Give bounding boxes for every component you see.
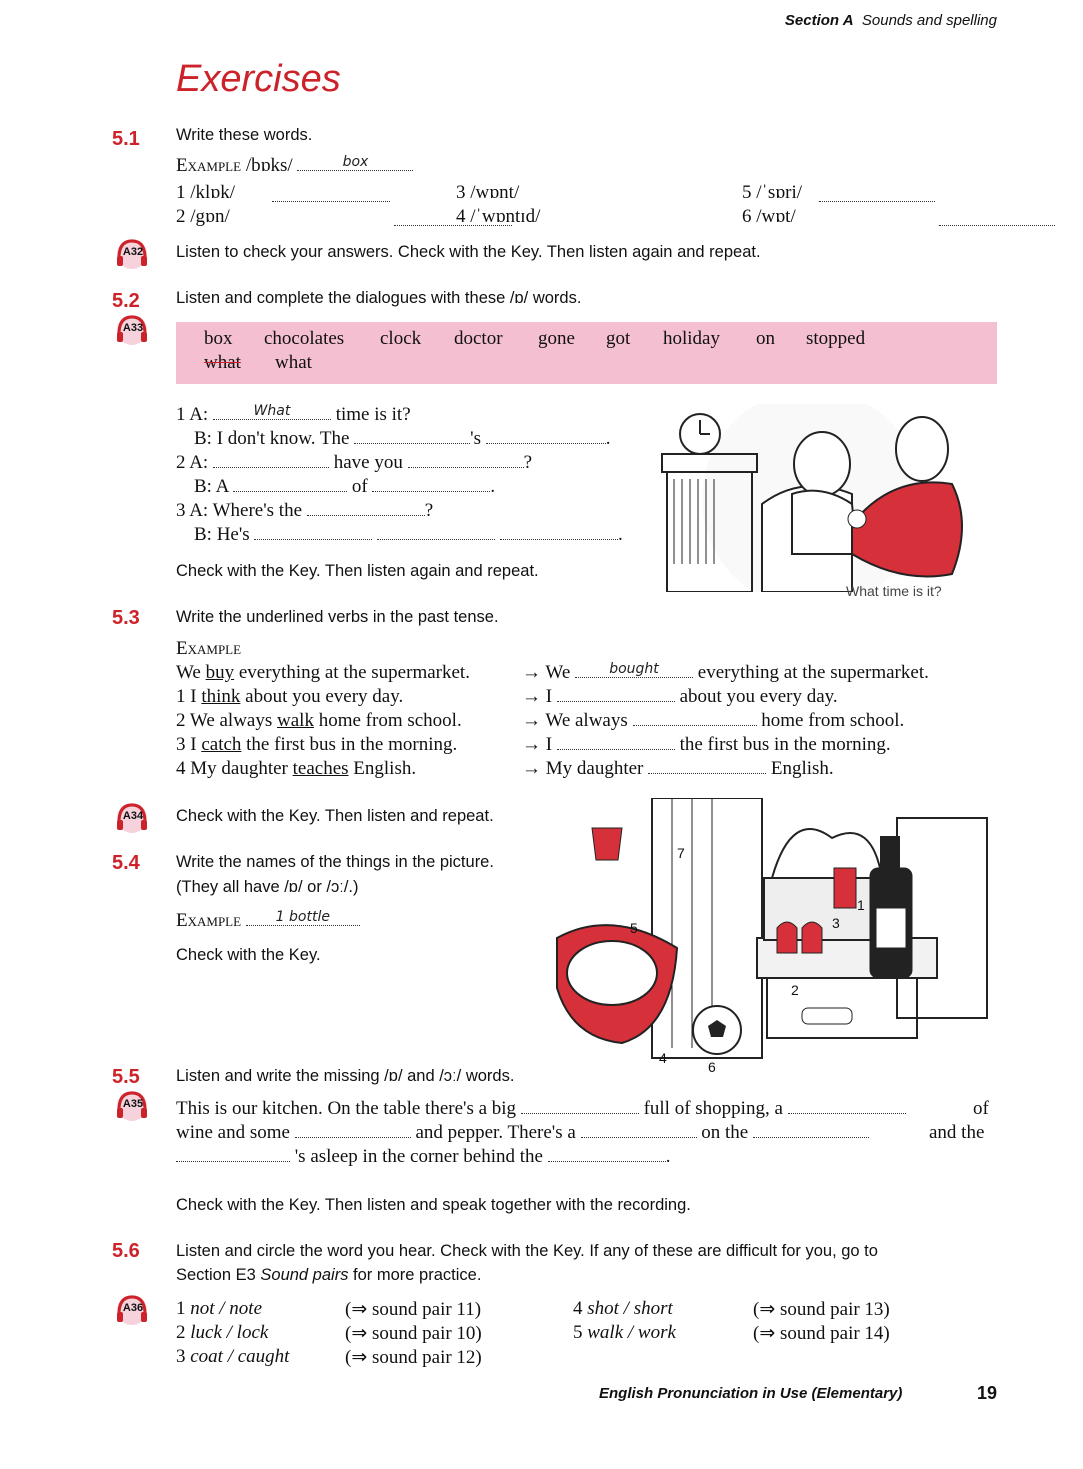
example-5-1 <box>176 155 413 177</box>
instruction-5-3: Write the underlined verbs in the past tense. <box>176 608 499 626</box>
underlined-verb: walk <box>277 710 314 731</box>
illustration-caption: What time is it? <box>846 583 942 599</box>
example-answer-blank <box>297 155 413 171</box>
sentence-text: everything at the supermarket. <box>234 662 470 683</box>
rewrite-2 <box>522 710 904 732</box>
sentence-4 <box>176 758 416 780</box>
sentence-text: about you every day. <box>240 686 404 707</box>
dialogue-blank[interactable] <box>213 404 331 420</box>
dialogue-blank[interactable] <box>307 500 425 516</box>
rewrite-text: about you every day. <box>679 686 838 707</box>
dialogue-line-text: B: I don't know. The <box>194 428 350 449</box>
rewrite-text: → We always <box>522 710 628 731</box>
illustration-kitchen <box>552 798 990 1070</box>
sentence-text: English. <box>348 758 417 779</box>
rewrite-blank[interactable] <box>557 686 675 702</box>
sentence-text: 1 I <box>176 686 202 707</box>
passage-text: . <box>665 1146 671 1167</box>
instruction-text: Section E3 <box>176 1266 261 1284</box>
rewrite-blank[interactable] <box>648 758 766 774</box>
passage-blank[interactable] <box>295 1122 411 1138</box>
word-item-3-label: 3 /wɒnt/ <box>456 182 520 203</box>
sound-pair-item-1 <box>176 1298 262 1320</box>
check-5-1: Listen to check your answers. Check with the Key. Then listen again and repeat. <box>176 243 761 261</box>
running-header <box>785 12 997 29</box>
word-box-item: got <box>606 328 631 349</box>
word-box-item-used: what <box>204 352 241 373</box>
answer-blank-3[interactable] <box>819 186 935 202</box>
passage-blank[interactable] <box>788 1098 906 1114</box>
example-label: Example <box>176 910 242 931</box>
word-item-5 <box>742 182 802 204</box>
picture-label-7: 7 <box>677 845 685 861</box>
page-title: Exercises <box>176 58 341 100</box>
dialogue-answer: What <box>253 403 291 419</box>
dialogue-line-text: 3 A: Where's the <box>176 500 303 521</box>
passage-line-1 <box>176 1098 906 1120</box>
check-5-3: Check with the Key. Then listen and repeat. <box>176 807 494 825</box>
sound-pair-ref-5: (⇒ sound pair 14) <box>753 1323 890 1344</box>
sentence-text: 2 We always <box>176 710 278 731</box>
passage-text: This is our kitchen. On the table there's a big <box>176 1098 517 1119</box>
dialogue-line-label: 2 A: <box>176 452 209 473</box>
word-pair[interactable]: shot / short <box>587 1298 673 1319</box>
dialogue-1-a <box>176 404 411 426</box>
word-box-item: clock <box>380 328 422 349</box>
example-5-4 <box>176 910 360 932</box>
audio-track-a35: A35 <box>122 1098 144 1110</box>
word-box-item: what <box>275 352 312 373</box>
dialogue-blank[interactable] <box>500 524 618 540</box>
rewrite-text: → My daughter <box>522 758 644 779</box>
dialogue-line-text: time is it? <box>335 404 411 425</box>
dialogue-2-b: B: A of . <box>194 476 496 497</box>
sound-pair-ref-2: (⇒ sound pair 10) <box>345 1323 482 1344</box>
underlined-verb: teaches <box>292 758 349 779</box>
dialogue-line-text: B: He's <box>194 524 250 545</box>
picture-label-3: 3 <box>832 915 840 931</box>
dialogue-line-label: 1 A: <box>176 404 209 425</box>
word-pair[interactable]: coat / caught <box>190 1346 290 1367</box>
instruction-title: Sound pairs <box>260 1266 349 1284</box>
rewrite-example <box>522 662 929 684</box>
passage-line-1-end: of <box>973 1098 989 1119</box>
rewrite-text: home from school. <box>761 710 905 731</box>
word-box-item: stopped <box>806 328 866 349</box>
rewrite-blank[interactable] <box>557 734 675 750</box>
instruction-text: for more practice. <box>348 1266 482 1284</box>
underlined-verb: think <box>201 686 241 707</box>
footer-book-title: English Pronunciation in Use (Elementary) <box>599 1385 903 1402</box>
passage-blank[interactable] <box>548 1146 666 1162</box>
sound-pair-item-4 <box>573 1298 673 1320</box>
word-item-1 <box>176 182 235 204</box>
rewrite-3 <box>522 734 891 756</box>
dialogue-line-text: of <box>351 476 368 497</box>
dialogue-line-text: have you <box>333 452 403 473</box>
dialogue-line-text: 's <box>470 428 481 449</box>
dialogue-line-text: B: A <box>194 476 229 497</box>
word-item-5-label: 5 /ˈsɒri/ <box>742 182 803 203</box>
item-number: 3 <box>176 1346 186 1367</box>
rewrite-text: → I <box>522 734 553 755</box>
word-item-6-label: 6 /wɒt/ <box>742 206 796 227</box>
dialogue-blank[interactable] <box>213 452 329 468</box>
sentence-example <box>176 662 470 684</box>
rewrite-text: the first bus in the morning. <box>679 734 891 755</box>
exercise-number-5-6: 5.6 <box>112 1240 140 1262</box>
page-number: 19 <box>977 1383 998 1403</box>
word-box-item: chocolates <box>264 328 345 349</box>
sentence-1 <box>176 686 403 708</box>
word-box-item: doctor <box>454 328 503 349</box>
exercise-number-5-4: 5.4 <box>112 852 140 874</box>
passage-blank[interactable] <box>176 1146 290 1162</box>
picture-label-5: 5 <box>630 920 638 936</box>
word-pair[interactable]: luck / lock <box>190 1322 269 1343</box>
sentence-text: 4 My daughter <box>176 758 293 779</box>
underlined-verb: buy <box>205 662 235 683</box>
exercise-number-5-3: 5.3 <box>112 607 140 629</box>
item-number: 4 <box>573 1298 583 1319</box>
example-answer: box <box>342 154 369 170</box>
instruction-5-4: Write the names of the things in the picture. <box>176 853 494 871</box>
word-item-3 <box>456 182 519 204</box>
answer-blank-4[interactable] <box>939 210 1055 226</box>
dialogue-blank[interactable] <box>408 452 524 468</box>
illustration-clock-scene <box>652 404 982 592</box>
section-label: Section A <box>784 12 854 29</box>
word-item-1-label: 1 /klɒk/ <box>176 182 236 203</box>
sound-pair-item-2 <box>176 1322 268 1344</box>
word-box-item: on <box>756 328 775 349</box>
audio-track-a36: A36 <box>122 1302 144 1314</box>
dialogue-blank[interactable] <box>354 428 470 444</box>
rewrite-text: English. <box>770 758 834 779</box>
check-5-2: Check with the Key. Then listen again and repeat. <box>176 562 539 580</box>
dialogue-3-b: B: He's . <box>194 524 623 545</box>
sound-pair-item-5 <box>573 1322 676 1344</box>
instruction-5-5: Listen and write the missing /ɒ/ and /ɔː/ words. <box>176 1067 515 1085</box>
check-5-5: Check with the Key. Then listen and speak together with the recording. <box>176 1196 691 1214</box>
passage-text: on the <box>701 1122 749 1143</box>
example-answer-blank <box>246 910 360 926</box>
word-box <box>176 322 997 384</box>
sound-pair-ref-3: (⇒ sound pair 12) <box>345 1347 482 1368</box>
dialogue-2-a <box>176 452 532 474</box>
dialogue-blank[interactable] <box>486 428 606 444</box>
passage-blank[interactable] <box>753 1122 869 1138</box>
audio-track-a33: A33 <box>122 322 144 334</box>
dialogue-line-text: ? <box>523 452 533 473</box>
passage-text: wine and some <box>176 1122 290 1143</box>
exercise-number-5-1: 5.1 <box>112 128 140 150</box>
passage-blank[interactable] <box>521 1098 639 1114</box>
word-item-6 <box>742 206 796 228</box>
word-box-item: box <box>204 328 233 349</box>
rewrite-blank[interactable] <box>575 662 693 678</box>
underlined-verb: catch <box>201 734 242 755</box>
dialogue-line-text: ? <box>424 500 434 521</box>
word-pair[interactable]: not / note <box>190 1298 263 1319</box>
sentence-text: We <box>176 662 206 683</box>
sentence-text: the first bus in the morning. <box>241 734 458 755</box>
dialogue-3-a <box>176 500 433 522</box>
answer-blank-1[interactable] <box>272 186 390 202</box>
word-box-item: holiday <box>663 328 720 349</box>
word-item-4 <box>456 206 540 228</box>
dialogue-1-b: B: I don't know. The 's . <box>194 428 611 449</box>
item-number: 1 <box>176 1298 186 1319</box>
instruction-5-2: Listen and complete the dialogues with these /ɒ/ words. <box>176 289 582 307</box>
dialogue-blank[interactable] <box>233 476 347 492</box>
check-5-4: Check with the Key. <box>176 946 321 964</box>
sound-pair-ref-1: (⇒ sound pair 11) <box>345 1299 482 1320</box>
passage-line-2-end: and the <box>929 1122 985 1143</box>
audio-track-a32: A32 <box>122 246 144 258</box>
note-5-4: (They all have /ɒ/ or /ɔː/.) <box>176 878 359 896</box>
passage-text: and pepper. There's a <box>415 1122 576 1143</box>
instruction-5-6-line-2 <box>176 1266 481 1285</box>
picture-label-6: 6 <box>708 1059 716 1075</box>
passage-text: full of shopping, a <box>643 1098 783 1119</box>
word-pair[interactable]: walk / work <box>587 1322 676 1343</box>
passage-blank[interactable] <box>581 1122 697 1138</box>
rewrite-1 <box>522 686 838 708</box>
word-item-2-label: 2 /gɒn/ <box>176 206 230 227</box>
word-item-4-label: 4 /ˈwɒntɪd/ <box>456 206 541 227</box>
example-answer: 1 bottle <box>275 909 330 925</box>
rewrite-text: → We <box>522 662 571 683</box>
sentence-3 <box>176 734 457 756</box>
passage-line-3 <box>176 1146 670 1168</box>
exercise-number-5-2: 5.2 <box>112 290 140 312</box>
picture-label-4: 4 <box>659 1050 667 1066</box>
sentence-text: home from school. <box>313 710 462 731</box>
section-subtitle: Sounds and spelling <box>861 12 997 29</box>
audio-track-a34: A34 <box>122 810 144 822</box>
passage-line-2 <box>176 1122 869 1144</box>
example-label: Example <box>176 155 242 176</box>
rewrite-text: everything at the supermarket. <box>697 662 929 683</box>
sentence-2 <box>176 710 462 732</box>
item-number: 5 <box>573 1322 583 1343</box>
sentence-text: 3 I <box>176 734 202 755</box>
dialogue-blank[interactable] <box>254 524 372 540</box>
example-label: Example <box>176 638 242 659</box>
exercise-number-5-5: 5.5 <box>112 1066 140 1088</box>
instruction-5-1: Write these words. <box>176 126 313 144</box>
word-item-2 <box>176 206 230 228</box>
dialogue-blank[interactable] <box>372 476 490 492</box>
picture-label-2: 2 <box>791 982 799 998</box>
instruction-5-6-line-1: Listen and circle the word you hear. Check with the Key. If any of these are difficult for you, go to <box>176 1242 878 1260</box>
passage-text: 's asleep in the corner behind the <box>294 1146 543 1167</box>
example-word: /bɒks/ <box>245 155 293 176</box>
item-number: 2 <box>176 1322 186 1343</box>
rewrite-answer: bought <box>609 661 659 677</box>
rewrite-4 <box>522 758 834 780</box>
rewrite-text: → I <box>522 686 553 707</box>
picture-label-1: 1 <box>857 897 865 913</box>
rewrite-blank[interactable] <box>633 710 757 726</box>
sound-pair-ref-4: (⇒ sound pair 13) <box>753 1299 890 1320</box>
sound-pair-item-3 <box>176 1346 289 1368</box>
dialogue-blank[interactable] <box>377 524 495 540</box>
word-box-item: gone <box>538 328 575 349</box>
